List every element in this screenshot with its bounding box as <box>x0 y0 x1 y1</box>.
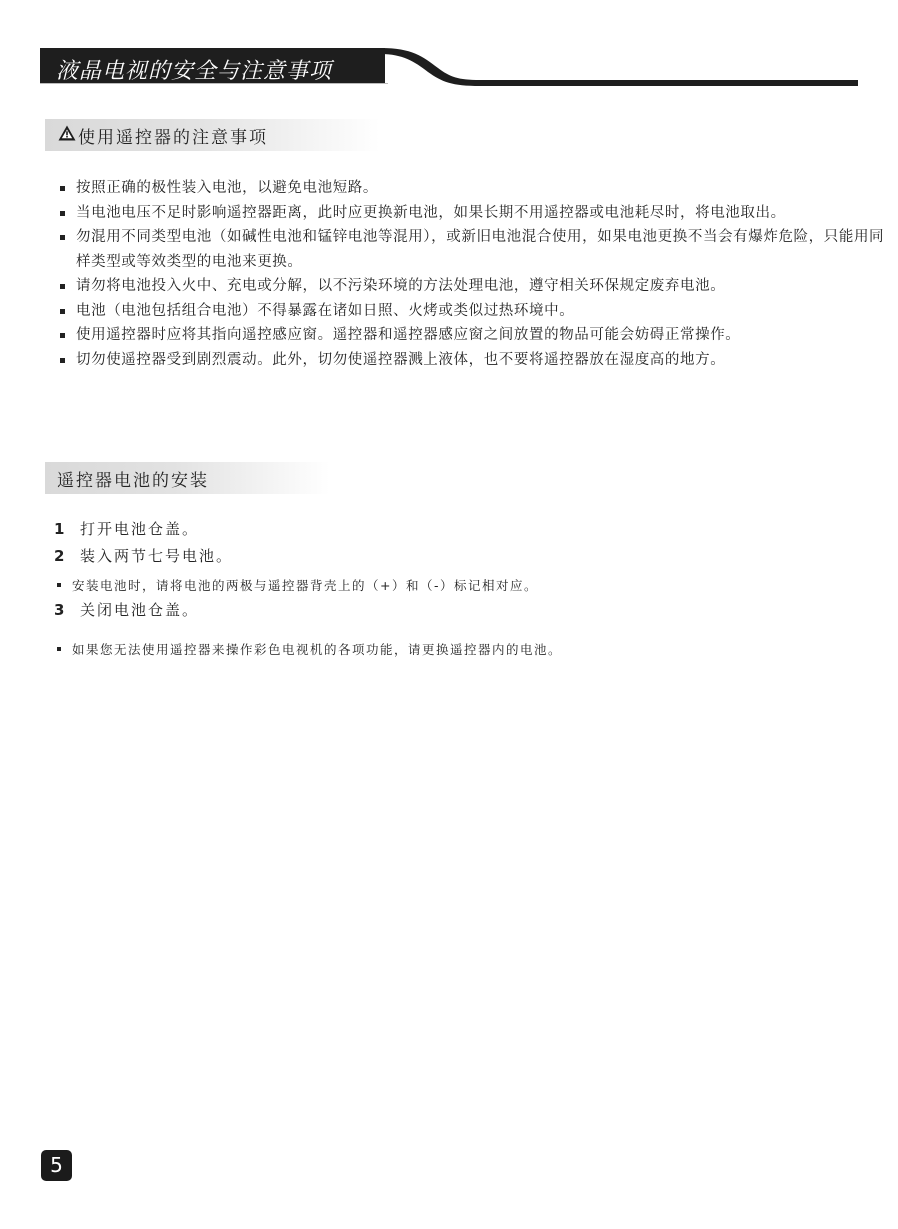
step-item <box>54 599 854 626</box>
bullet-icon <box>60 186 65 191</box>
step-text: 关闭电池仓盖。 <box>80 601 200 619</box>
page-number: 5 <box>41 1150 72 1181</box>
install-steps <box>54 518 854 663</box>
list-item: 使用遥控器时应将其指向遥控感应窗。遥控器和遥控器感应窗之间放置的物品可能会妨碍正常操作。 <box>58 323 888 348</box>
bullet-icon <box>60 333 65 338</box>
list-item: 当电池电压不足时影响遥控器距离，此时应更换新电池，如果长期不用遥控器或电池耗尽时，将电池取出。 <box>58 201 888 226</box>
bullet-icon <box>60 284 65 289</box>
bullet-icon <box>60 235 65 240</box>
list-item: 按照正确的极性装入电池，以避免电池短路。 <box>58 176 888 201</box>
page-header-banner <box>40 46 858 86</box>
step-item <box>54 518 854 545</box>
page-title: 液晶电视的安全与注意事项 <box>56 59 333 84</box>
list-item: 切勿使遥控器受到剧烈震动。此外，切勿使遥控器溅上液体，也不要将遥控器放在湿度高的地方。 <box>58 348 888 373</box>
section-title: 使用遥控器的注意事项 <box>78 127 268 148</box>
step-note: 如果您无法使用遥控器来操作彩色电视机的各项功能，请更换遥控器内的电池。 <box>54 636 854 663</box>
step-number: 1 <box>54 520 65 538</box>
step-text: 装入两节七号电池。 <box>80 547 234 565</box>
bullet-icon <box>57 583 61 587</box>
list-item: 电池（电池包括组合电池）不得暴露在诸如日照、火烤或类似过热环境中。 <box>58 299 888 324</box>
list-item: 勿混用不同类型电池（如碱性电池和锰锌电池等混用），或新旧电池混合使用，如果电池更换不当会有爆炸危险，只能用同样类型或等效类型的电池来更换。 <box>58 225 888 274</box>
precautions-list <box>58 176 888 372</box>
section-heading-battery-install <box>45 462 330 494</box>
bullet-icon <box>57 647 61 651</box>
step-text: 打开电池仓盖。 <box>80 520 200 538</box>
section-title: 遥控器电池的安装 <box>57 470 209 491</box>
step-number: 2 <box>54 547 65 565</box>
step-note: 安装电池时，请将电池的两极与遥控器背壳上的（+）和（-）标记相对应。 <box>54 572 854 599</box>
step-item <box>54 545 854 572</box>
step-number: 3 <box>54 601 65 619</box>
bullet-icon <box>60 309 65 314</box>
list-item: 请勿将电池投入火中、充电或分解，以不污染环境的方法处理电池，遵守相关环保规定废弃电池。 <box>58 274 888 299</box>
bullet-icon <box>60 211 65 216</box>
warning-icon <box>58 125 76 145</box>
bullet-icon <box>60 358 65 363</box>
section-heading-remote-precautions <box>45 119 380 151</box>
